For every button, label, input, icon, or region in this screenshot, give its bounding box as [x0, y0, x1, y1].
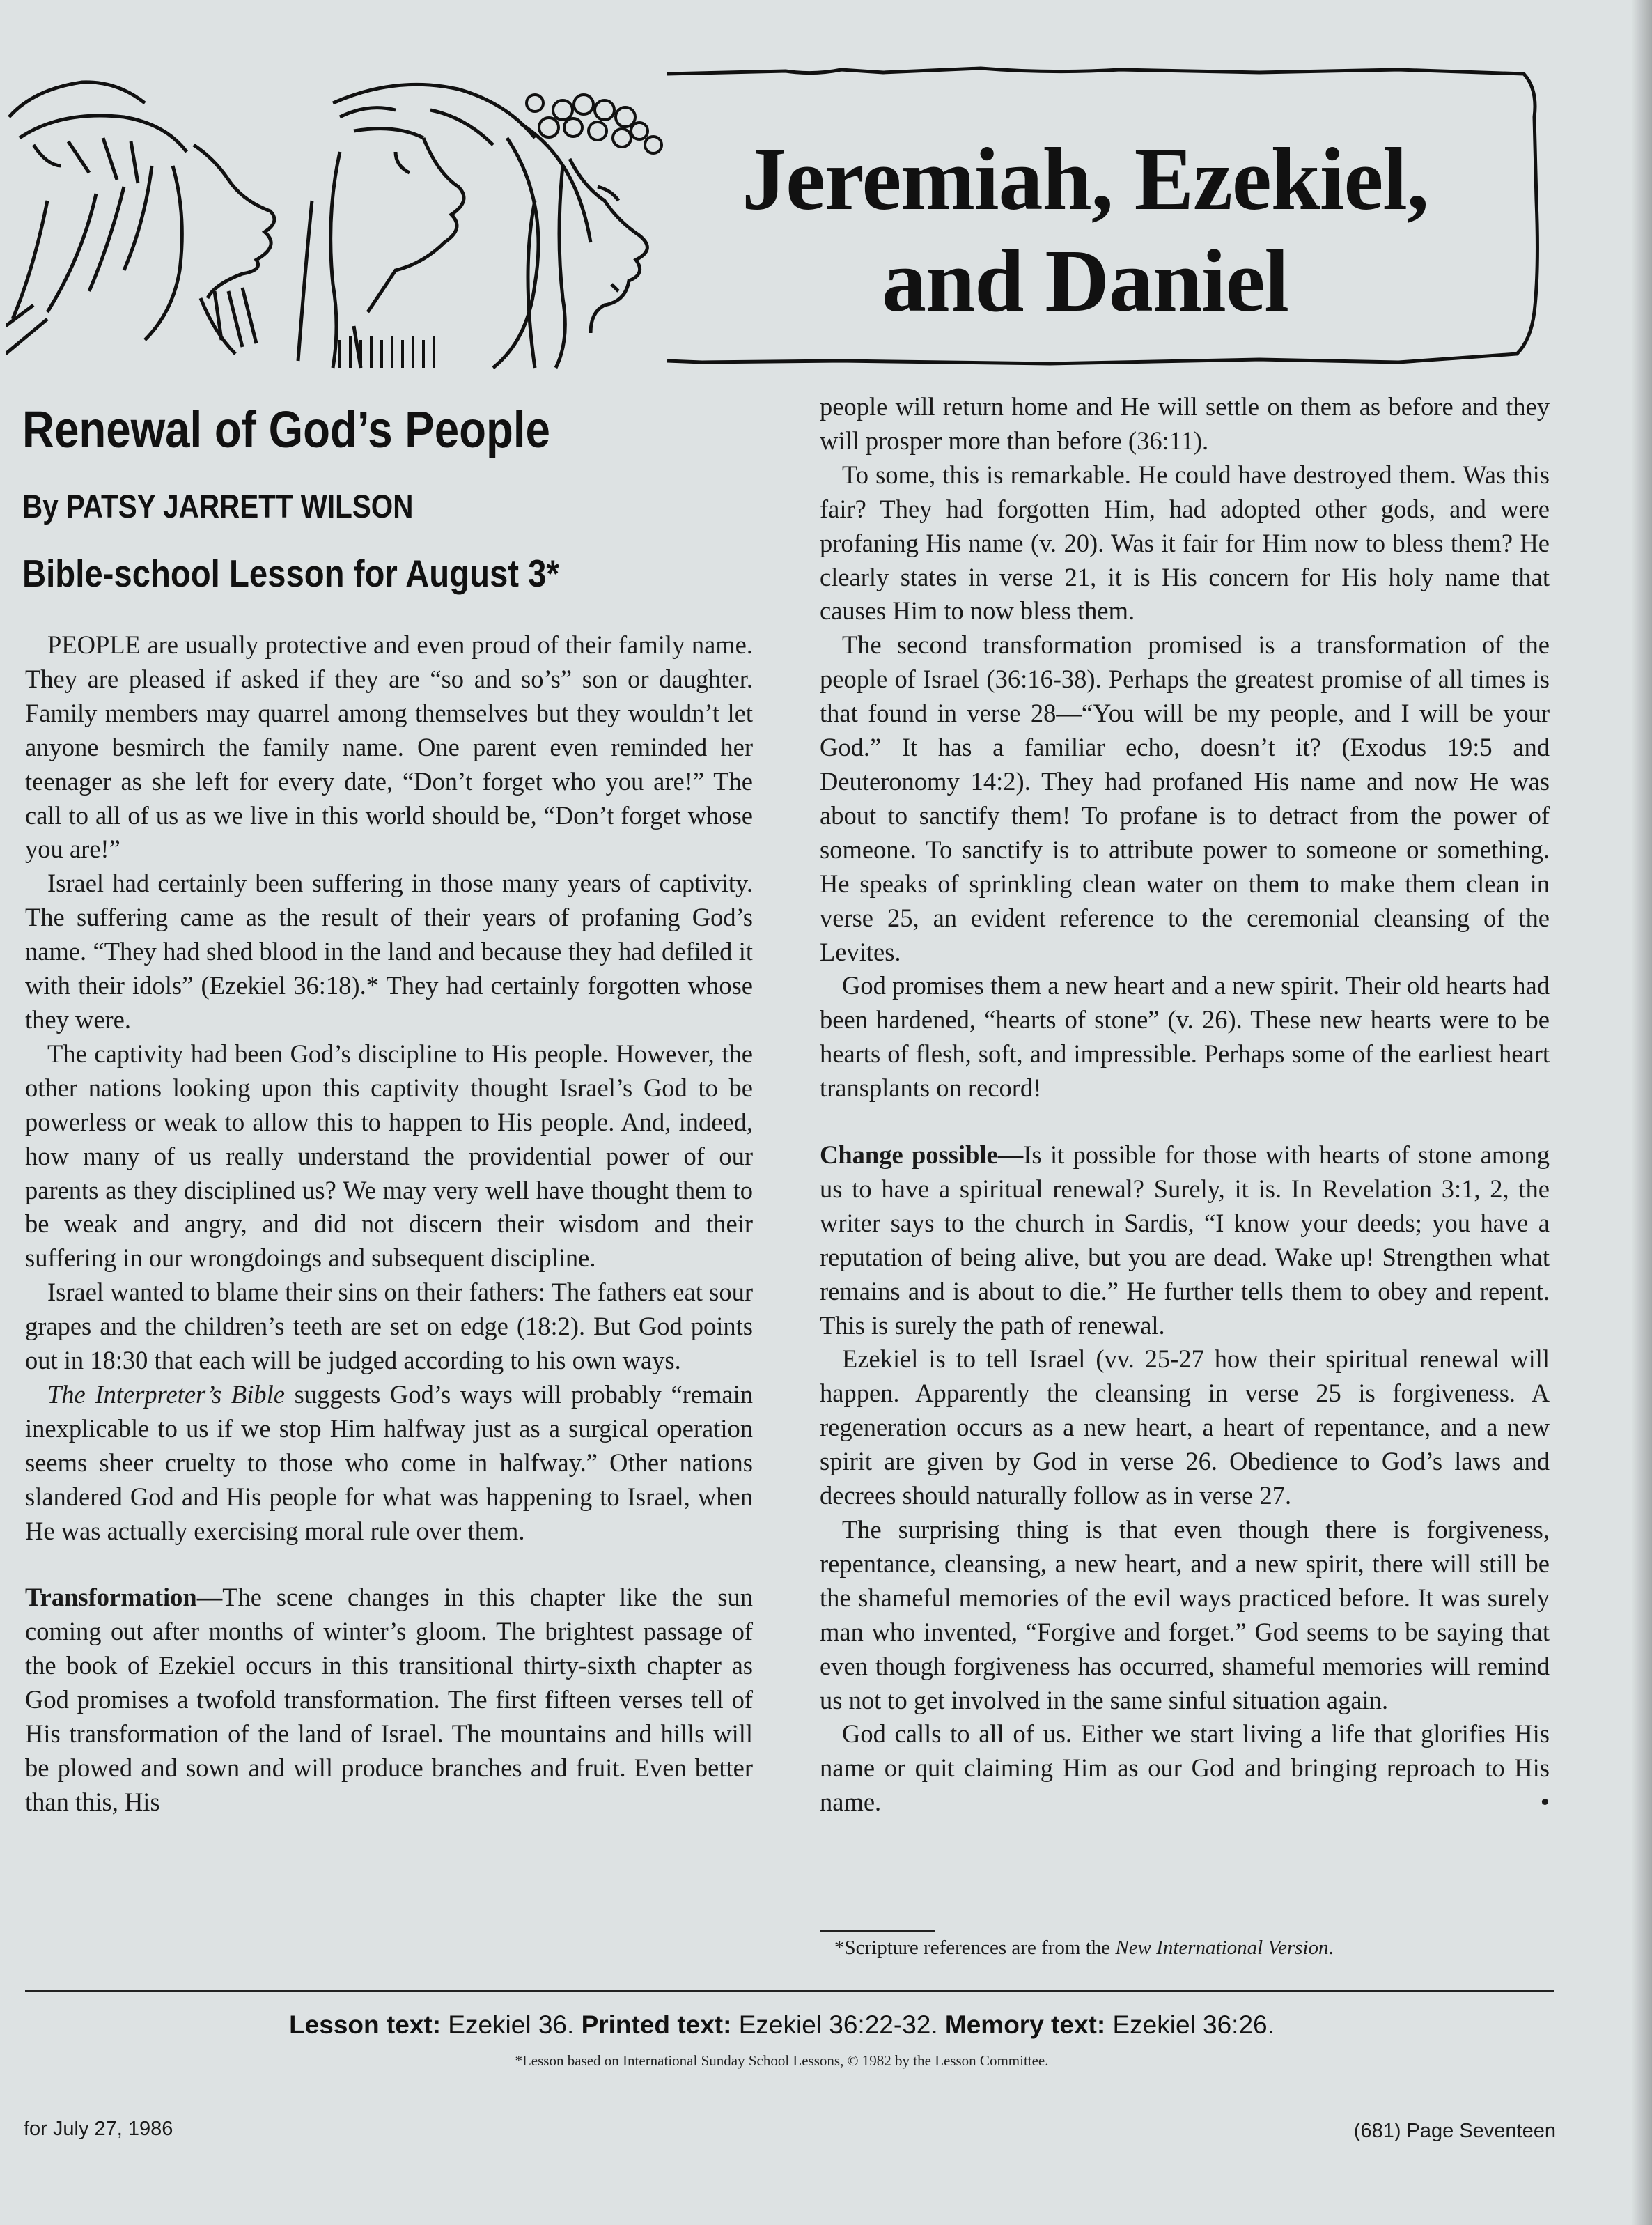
memory-value: Ezekiel 36:26.: [1112, 2010, 1275, 2039]
closing-text: God calls to all of us. Either we start living a life that glorifies His name or quit claiming Him as our God and bringing reproach to His name.: [820, 1719, 1550, 1817]
paragraph: The Interpreter’s Bible suggests God’s ways will probably “remain inexplicable to us if we stop Him halfway just as a surgical operation seems sheer cruelty to those who come in halfway.” Other nations slandered God and His people for what was happening to Israel, when He was actually exercising moral rule over them.: [25, 1379, 753, 1545]
printed-value: Ezekiel 36:22-32.: [738, 2010, 938, 2039]
footnote-version: New International Version: [1115, 1937, 1329, 1959]
section-paragraph-change-possible: Change possible—Is it possible for those with hearts of stone among us to have a spiritual renewal? Surely, it is. In Revelation 3:1, 2, the writer says to the church in Sardis, “I know your deeds; you have a reputation of being alive, but you are dead. Wake up! Strengthen what remains and is about to die.” He further tells them to obey and repent. This is surely the path of renewal.: [820, 1140, 1550, 1340]
end-mark: •: [1540, 1788, 1550, 1817]
issue-date: for July 27, 1986: [24, 2118, 173, 2140]
paragraph: The surprising thing is that even though there is forgiveness, repentance, cleansing, a new heart, and a new spirit, there will still be the shameful memories of the evil ways practiced before. It was surely man who invented, “Forgive and forget.” God seems to be saying that even though forgiveness has occurred, shameful memories will remind us not to get involved in the same sinful situation again.: [820, 1515, 1550, 1714]
lesson-text-line: [0, 2009, 1564, 2041]
right-column: [820, 390, 1550, 1820]
banner-title-line-2: and Daniel: [882, 231, 1288, 330]
lesson-value: Ezekiel 36.: [448, 2010, 575, 2039]
printed-label: Printed text:: [581, 2010, 732, 2039]
left-column: [25, 628, 753, 1820]
footnote: [834, 1935, 1334, 1960]
paragraph: Israel wanted to blame their sins on their fathers: The fathers eat sour grapes and the children’s teeth are set on edge (18:2). But God points out in 18:30 that each will be judged according to his own ways.: [25, 1278, 753, 1375]
section-paragraph-transformation: Transformation—The scene changes in this chapter like the sun coming out after months of winter’s gloom. The brightest passage of the book of Ezekiel occurs in this transitional thirty-sixth chapter as God promises a twofold transformation. The first fifteen verses tell of His transformation of the land of Israel. The mountains and hills will be plowed and sown and will produce branches and fruit. Even better than this, His: [25, 1583, 753, 1816]
paragraph: PEOPLE are usually protective and even proud of their family name. They are pleased if asked if they are “so and so’s” son or daughter. Family members may quarrel among themselves but they wouldn’t let anyone besmirch the family name. One parent even reminded her teenager as she left for every date, “Don’t forget who you are!” The call to all of us as we live in this world should be, “Don’t forget whose you are!”: [25, 630, 753, 864]
lesson-heading: Bible-school Lesson for August 3*: [22, 552, 559, 595]
page-number: (681) Page Seventeen: [1353, 2120, 1556, 2142]
banner-title-line-1: Jeremiah, Ezekiel,: [742, 130, 1428, 228]
closing-paragraph: [820, 1717, 1550, 1820]
paragraph: people will return home and He will settle on them as before and they will prosper more than before (36:11).: [820, 392, 1550, 455]
paragraph: The second transformation promised is a transformation of the people of Israel (36:16-38). Perhaps the greatest promise of all times is that found in verse 28—“You will be my people, and I will be your God.” It has a familiar echo, doesn’t it? (Exodus 19:5 and Deuteronomy 14:2). They had profaned His name and now He was about to sanctify them! To profane is to detract from the power of someone. To sanctify is to attribute power to someone or something. He speaks of sprinkling clean water on them to make them clean in verse 25, an evident reference to the ceremonial cleansing of the Levites.: [820, 630, 1550, 966]
header-banner: [6, 61, 1548, 375]
scan-shadow: [1631, 0, 1652, 2225]
paragraph: God promises them a new heart and a new spirit. Their old hearts had been hardened, “hearts of stone” (v. 26). These new hearts were to be hearts of flesh, soft, and impressible. Perhaps some of the earliest heart transplants on record!: [820, 971, 1550, 1103]
footnote-rule: [820, 1930, 935, 1932]
paragraph: Ezekiel is to tell Israel (vv. 25-27 how their spiritual renewal will happen. Apparently the cleansing in verse 25 is forgiveness. A regeneration occurs as a new heart, a heart of repentance, and a new spirit are given by God in verse 26. Obedience to God’s laws and decrees should naturally follow as in verse 27.: [820, 1344, 1550, 1510]
footnote-end: .: [1328, 1937, 1334, 1959]
paragraph: The captivity had been God’s discipline to His people. However, the other nations looking upon this captivity thought Israel’s God to be powerless or weak to allow this to happen to His people. And, indeed, how many of us really understand the providential power of our parents as they disciplined us? We may very well have thought them to be weak and angry, and did not discern their wisdom and their suffering in our wrongdoings and subsequent discipline.: [25, 1039, 753, 1273]
lesson-label: Lesson text:: [289, 2010, 442, 2039]
banner-title: [653, 128, 1517, 332]
memory-label: Memory text:: [944, 2010, 1106, 2039]
article-byline: By PATSY JARRETT WILSON: [22, 488, 414, 525]
footnote-text: *Scripture references are from the: [834, 1937, 1116, 1959]
paragraph: To some, this is remarkable. He could have destroyed them. Was this fair? They had forgotten Him, had adopted other gods, and were profaning His name (v. 20). Was it fair for Him now to bless them? He clearly states in verse 21, it is His concern for His holy name that causes Him to now bless them.: [820, 460, 1550, 626]
paragraph: Israel had certainly been suffering in those many years of captivity. The suffering came as the result of their years of profaning God’s name. “They had shed blood in the land and because they had defiled it with their idols” (Ezekiel 36:18).* They had certainly forgotten whose they were.: [25, 869, 753, 1034]
article-title: Renewal of God’s People: [22, 401, 550, 458]
bottom-divider: [25, 1990, 1554, 1992]
lesson-copyright-note: *Lesson based on International Sunday School Lessons, © 1982 by the Lesson Committee.: [515, 2052, 1049, 2069]
